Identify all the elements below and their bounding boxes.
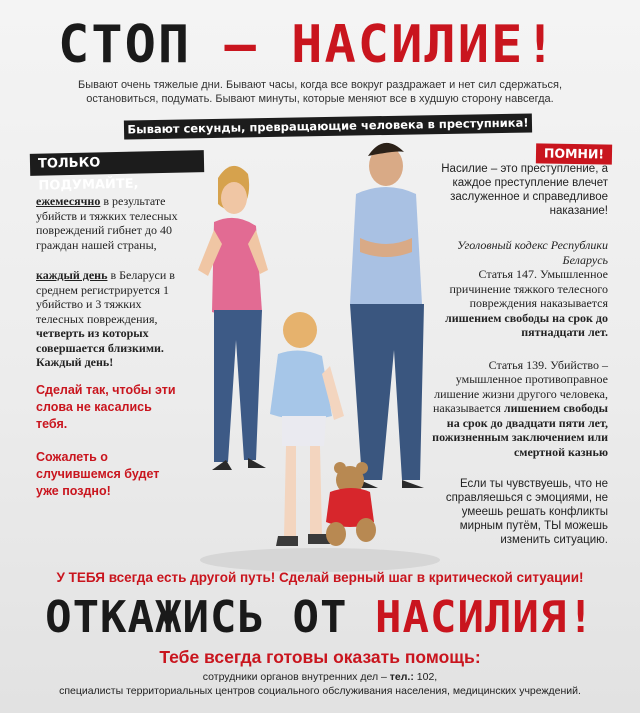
woman-figure	[198, 166, 268, 470]
page-title	[58, 14, 588, 76]
crime-banner: Бывают секунды, превращающие человека в преступника!	[124, 113, 532, 139]
help-line-1: сотрудники органов внутренних дел – тел.: 102,	[202, 671, 438, 683]
refuse-violence-slogan	[20, 590, 620, 646]
article-139: Статья 139. Убийство – умышленное противоправное лишение жизни другого человека, наказывается лишением свободы на срок до двадцати пяти лет, пожизненным заключением или смертной казнью	[432, 357, 608, 459]
left-p2-bold: четверть из которых совершается близкими. Каждый день!	[36, 326, 164, 369]
intro-line-2: остановиться, подумать. Бывают минуты, которые меняют все в худшую сторону навсегда.	[86, 93, 554, 105]
left-red-1: Сделай так, чтобы эти слова не касались тебя.	[36, 382, 176, 431]
help-heading: Тебе всегда готовы оказать помощь:	[159, 647, 481, 667]
left-paragraph-1	[36, 194, 182, 252]
left-p1-emphasis: ежемесячно	[36, 194, 101, 208]
right-paragraph-last: Если ты чувствуешь, что не справляешься с эмоциями, не умеешь решать конфликты мирным путём, ТЫ можешь изменить ситуацию.	[445, 478, 608, 546]
article-147: Статья 147. Умышленное причинение тяжкого телесного повреждения наказывается лишением свободы на срок до пятнадцати лет.	[445, 267, 608, 339]
title-stop: СТОП	[58, 15, 192, 75]
right-paragraph-1: Насилие – это преступление, а каждое преступление влечет заслуженное и справедливое наказание!	[441, 163, 608, 217]
left-red-2: Сожалеть о случившемся будет уже поздно!	[36, 449, 160, 498]
title-violence: НАСИЛИЕ!	[291, 15, 558, 75]
help-details	[20, 670, 620, 698]
think-header: ТОЛЬКО ПОДУМАЙТЕ,	[30, 150, 204, 176]
title-dash: –	[224, 15, 258, 75]
intro-line-1: Бывают очень тяжелые дни. Бывают часы, когда все вокруг раздражает и нет сил сдержаться,	[77, 79, 562, 91]
left-column	[36, 194, 182, 500]
left-p2-text: в Беларуси в среднем регистрируется 1 убийство и 3 тяжких телесных повреждения,	[36, 268, 175, 326]
slogan-part-2: НАСИЛИЯ!	[374, 592, 595, 643]
criminal-code-title: Уголовный кодекс Республики Беларусь	[457, 238, 608, 267]
family-illustration	[190, 130, 450, 580]
right-column	[430, 162, 608, 547]
left-p2-emphasis: каждый день	[36, 268, 108, 282]
slogan-part-1: ОТКАЖИСЬ ОТ	[45, 592, 348, 643]
help-line-2: специалисты территориальных центров социального обслуживания населения, медицинских учреждений.	[59, 685, 581, 697]
left-paragraph-2	[36, 268, 182, 370]
left-p1-text: в результате убийств и тяжких телесных повреждений гибнет до 40 граждан нашей страны,	[36, 194, 178, 252]
intro-text	[40, 78, 600, 106]
man-figure	[350, 143, 424, 488]
another-way-line: У ТЕБЯ всегда есть другой путь! Сделай верный шаг в критической ситуации!	[56, 570, 584, 585]
remember-header: ПОМНИ!	[536, 143, 612, 164]
